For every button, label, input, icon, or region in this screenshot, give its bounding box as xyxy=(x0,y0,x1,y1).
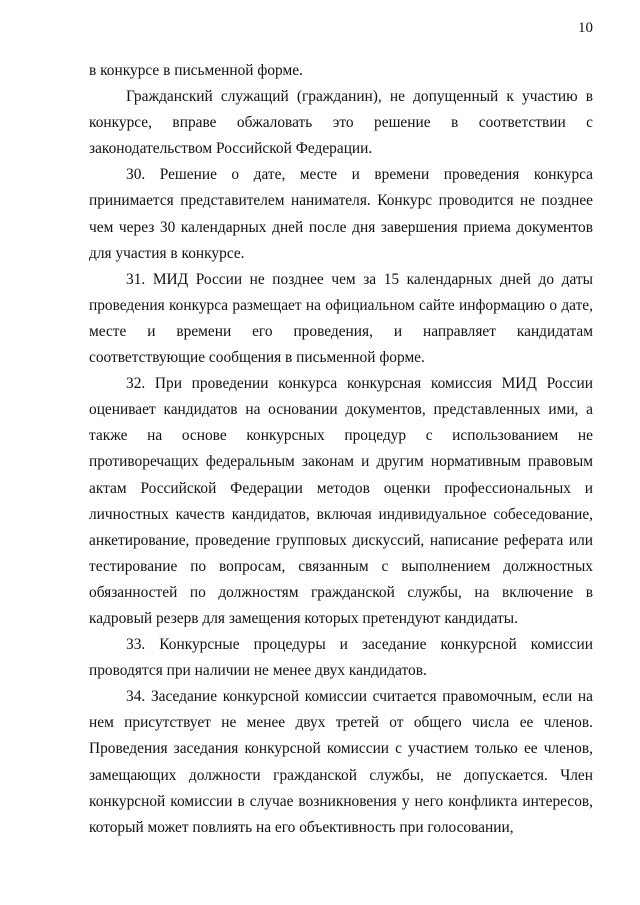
paragraph-item-30: 30. Решение о дате, месте и времени проведения конкурса принимается представителем нанимателя. Конкурс проводится не позднее чем через 30 календарных дней после дня завершения приема документов для участия в конкурсе. xyxy=(89,166,593,262)
document-body xyxy=(89,58,593,841)
paragraph-item-33: 33. Конкурсные процедуры и заседание конкурсной комиссии проводятся при наличии не менее двух кандидатов. xyxy=(89,636,593,680)
page-number: 10 xyxy=(578,20,593,36)
paragraph-continuation: в конкурсе в письменной форме. xyxy=(89,62,303,79)
paragraph-item-34: 34. Заседание конкурсной комиссии считается правомочным, если на нем присутствует не менее двух третей от общего числа ее членов. Проведения заседания конкурсной комиссии с участием только ее членов, замещающих должности гражданской службы, не допускается. Член конкурсной комиссии в случае возникновения у него конфликта интересов, который может повлиять на его объективность при голосовании, xyxy=(89,688,593,836)
paragraph-item-32: 32. При проведении конкурса конкурсная комиссия МИД России оценивает кандидатов на основании документов, представленных ими, а также на основе конкурсных процедур с использованием не противоречащих федеральным законам и другим нормативным правовым актам Российской Федерации методов оценки профессиональных и личностных качеств кандидатов, включая индивидуальное собеседование, анкетирование, проведение групповых дискуссий, написание реферата или тестирование по вопросам, связанным с выполнением должностных обязанностей по должностям гражданской службы, на включение в кадровый резерв для замещения которых претендуют кандидаты. xyxy=(89,375,593,627)
paragraph-appeal-right: Гражданский служащий (гражданин), не допущенный к участию в конкурсе, вправе обжаловать это решение в соответствии с законодательством Российской Федерации. xyxy=(89,88,593,158)
paragraph-item-31: 31. МИД России не позднее чем за 15 календарных дней до даты проведения конкурса размещает на официальном сайте информацию о дате, месте и времени его проведения, и направляет кандидатам соответствующие сообщения в письменной форме. xyxy=(89,270,593,367)
